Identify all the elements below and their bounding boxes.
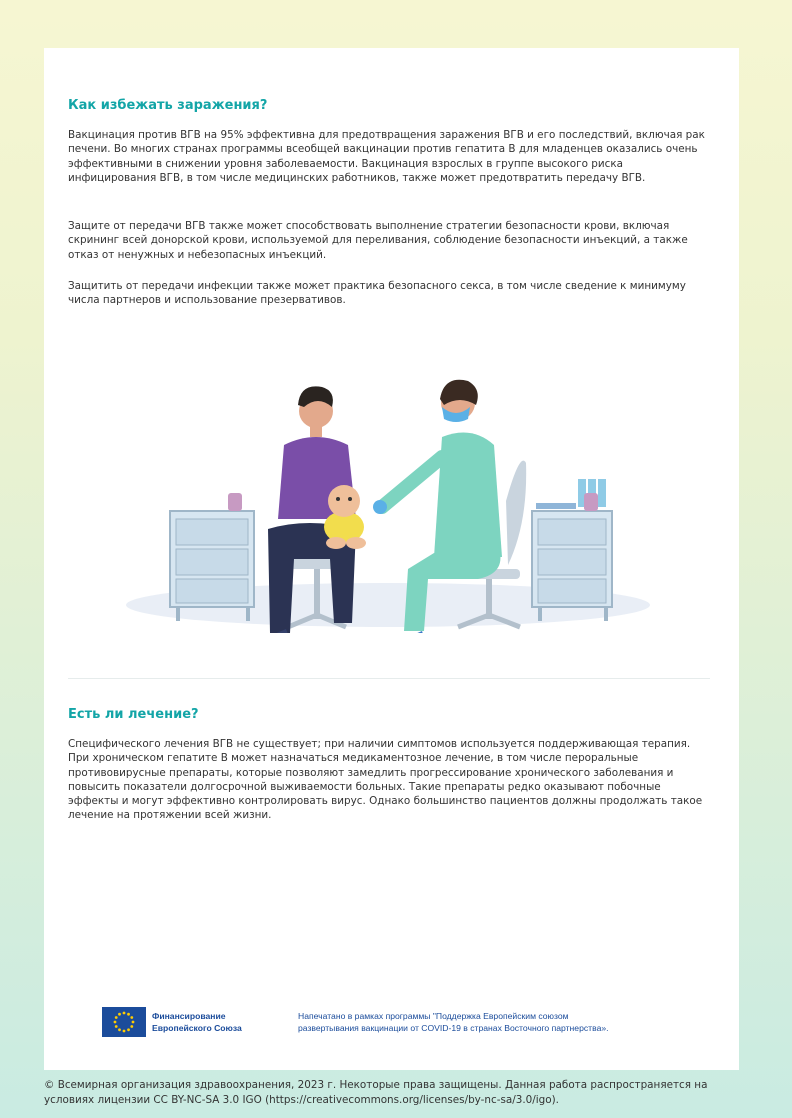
heading-treatment: Есть ли лечение? [68, 707, 199, 722]
paragraph-safe-sex: Защитить от передачи инфекции также может практика безопасного секса, в том числе сведение к минимуму числа партнеров и использование презервативов. [68, 280, 686, 307]
vaccination-illustration [108, 333, 668, 633]
eu-text: Европейского Союза [152, 1023, 242, 1033]
copyright-line2: условиях лицензии CC BY-NC-SA 3.0 IGO (https://creativecommons.org/licenses/by-nc-sa/3.0/igo). [44, 1094, 559, 1106]
heading-prevention: Как избежать заражения? [68, 98, 268, 113]
paragraph-vaccination: Вакцинация против ВГВ на 95% эффективна для предотвращения заражения ВГВ и его последствий, включая рак печени. Во многих странах программы всеобщей вакцинации против гепатита В для младенцев оказались очень эффективными в снижении уровня заболеваемости. Вакцинация взрослых в группе высокого риска инфицирования ВГВ, в том числе медицинских работников, также может предотвратить передачу ВГВ. [68, 129, 705, 184]
copyright-line1: © Всемирная организация здравоохранения, 2023 г. Некоторые права защищены. Данная работа распространяется на [44, 1079, 708, 1091]
eu-flag-icon [102, 1007, 146, 1037]
paragraph-treatment: Специфического лечения ВГВ не существует; при наличии симптомов используется поддерживающая терапия. При хроническом гепатите В может назначаться медикаментозное лечение, в том числе пероральные противовирусные препараты, которые позволяют замедлить прогрессирование хронического заболевания и повысить показатели долгосрочной выживаемости больных. Такие препараты редко оказывают побочные эффекты и могут эффективно контролировать вирус. Однако большинство пациентов должны продолжать такое лечение на протяжении всей жизни. [68, 738, 703, 822]
printed-note-line2: развертывания вакцинации от COVID-19 в странах Восточного партнерства». [298, 1023, 609, 1033]
funding-footer [102, 1007, 712, 1041]
printed-note [298, 1010, 718, 1034]
section-divider [68, 678, 710, 679]
copyright-notice [44, 1078, 744, 1108]
document-page [44, 48, 739, 1070]
funded-by-text: Финансирование [152, 1011, 226, 1021]
printed-note-line1: Напечатано в рамках программы "Поддержка Европейским союзом [298, 1011, 569, 1021]
funding-label [152, 1010, 242, 1034]
paragraph-blood-safety: Защите от передачи ВГВ также может способствовать выполнение стратегии безопасности крови, включая скрининг всей донорской крови, используемой для переливания, соблюдение безопасности инъекций, а также отказ от ненужных и небезопасных инъекций. [68, 220, 688, 261]
